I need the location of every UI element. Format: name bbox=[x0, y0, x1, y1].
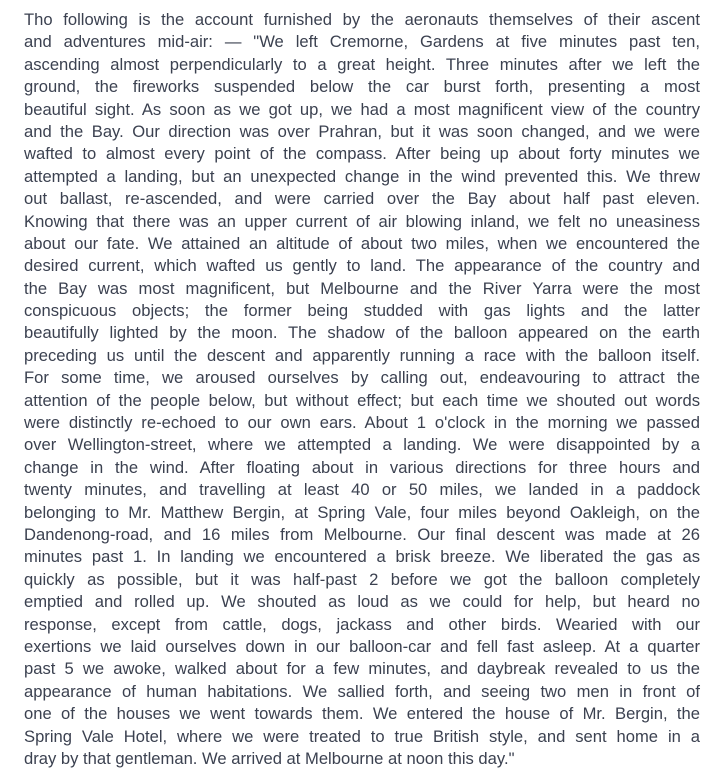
text-line: appearance of human habitations. We sallied forth, and seeing two men in front of bbox=[24, 681, 700, 701]
text-line: quickly as possible, but it was half-past 2 before we got the balloon completely bbox=[24, 569, 700, 589]
text-line: For some time, we aroused ourselves by calling out, endeavouring to attract the bbox=[24, 368, 700, 388]
text-line: Tho following is the account furnished by the aeronauts themselves of their ascent bbox=[24, 10, 700, 29]
text-line: attempted a landing, but an unexpected change in the wind prevented this. We threw bbox=[24, 166, 700, 186]
text-line: conspicuous objects; the former being studded with gas lights and the latter bbox=[24, 301, 700, 321]
text-line: over Wellington-street, where we attempted a landing. We were disappointed by a bbox=[24, 435, 700, 455]
text-line: belonging to Mr. Matthew Bergin, at Spring Vale, four miles beyond Oakleigh, on the bbox=[24, 502, 700, 522]
text-line: Knowing that there was an upper current of air blowing inland, we felt no uneasiness bbox=[24, 211, 700, 231]
text-line: were distinctly re-echoed to our own ears. About 1 o'clock in the morning we passed bbox=[24, 413, 700, 433]
text-line: preceding us until the descent and apparently running a race with the balloon itself. bbox=[24, 345, 700, 365]
text-line: one of the houses we went towards them. We entered the house of Mr. Bergin, the bbox=[24, 704, 700, 724]
text-line: desired current, which wafted us gently to land. The appearance of the country and bbox=[24, 256, 700, 276]
text-line: beautiful sight. As soon as we got up, we had a most magnificent view of the country bbox=[24, 99, 700, 119]
text-line: ascending almost perpendicularly to a great height. Three minutes after we left the bbox=[24, 54, 700, 74]
text-line: beautifully lighted by the moon. The shadow of the balloon appeared on the earth bbox=[24, 323, 700, 343]
text-line: attention of the people below, but without effect; but each time we shouted out words bbox=[24, 390, 700, 410]
text-line: response, except from cattle, dogs, jackass and other birds. Wearied with our bbox=[24, 614, 700, 634]
text-line-last: dray by that gentleman. We arrived at Melbourne at noon this day." bbox=[24, 748, 515, 768]
text-line: ground, the fireworks suspended below the car burst forth, presenting a most bbox=[24, 77, 700, 97]
text-line: past 5 we awoke, walked about for a few minutes, and daybreak revealed to us the bbox=[24, 659, 700, 679]
text-line: the Bay was most magnificent, but Melbourne and the River Yarra were the most bbox=[24, 278, 700, 298]
text-line: twenty minutes, and travelling at least 40 or 50 miles, we landed in a paddock bbox=[24, 480, 700, 500]
text-line: Dandenong-road, and 16 miles from Melbourne. Our final descent was made at 26 bbox=[24, 524, 700, 544]
text-line: about our fate. We attained an altitude of about two miles, when we encountered the bbox=[24, 233, 700, 253]
article-text bbox=[24, 9, 700, 770]
text-line: exertions we laid ourselves down in our balloon-car and fell fast asleep. At a quarter bbox=[24, 636, 700, 656]
text-line: and adventures mid-air: — "We left Cremorne, Gardens at five minutes past ten, bbox=[24, 32, 700, 52]
text-line: Spring Vale Hotel, where we were treated to true British style, and sent home in a bbox=[24, 726, 700, 746]
text-line: and the Bay. Our direction was over Prahran, but it was soon changed, and we were bbox=[24, 121, 700, 141]
text-line: emptied and rolled up. We shouted as loud as we could for help, but heard no bbox=[24, 592, 700, 612]
text-line: minutes past 1. In landing we encountered a brisk breeze. We liberated the gas as bbox=[24, 547, 700, 567]
text-line: change in the wind. After floating about in various directions for three hours and bbox=[24, 457, 700, 477]
text-line: wafted to almost every point of the compass. After being up about forty minutes we bbox=[24, 144, 700, 164]
text-line: out ballast, re-ascended, and were carried over the Bay about half past eleven. bbox=[24, 189, 700, 209]
